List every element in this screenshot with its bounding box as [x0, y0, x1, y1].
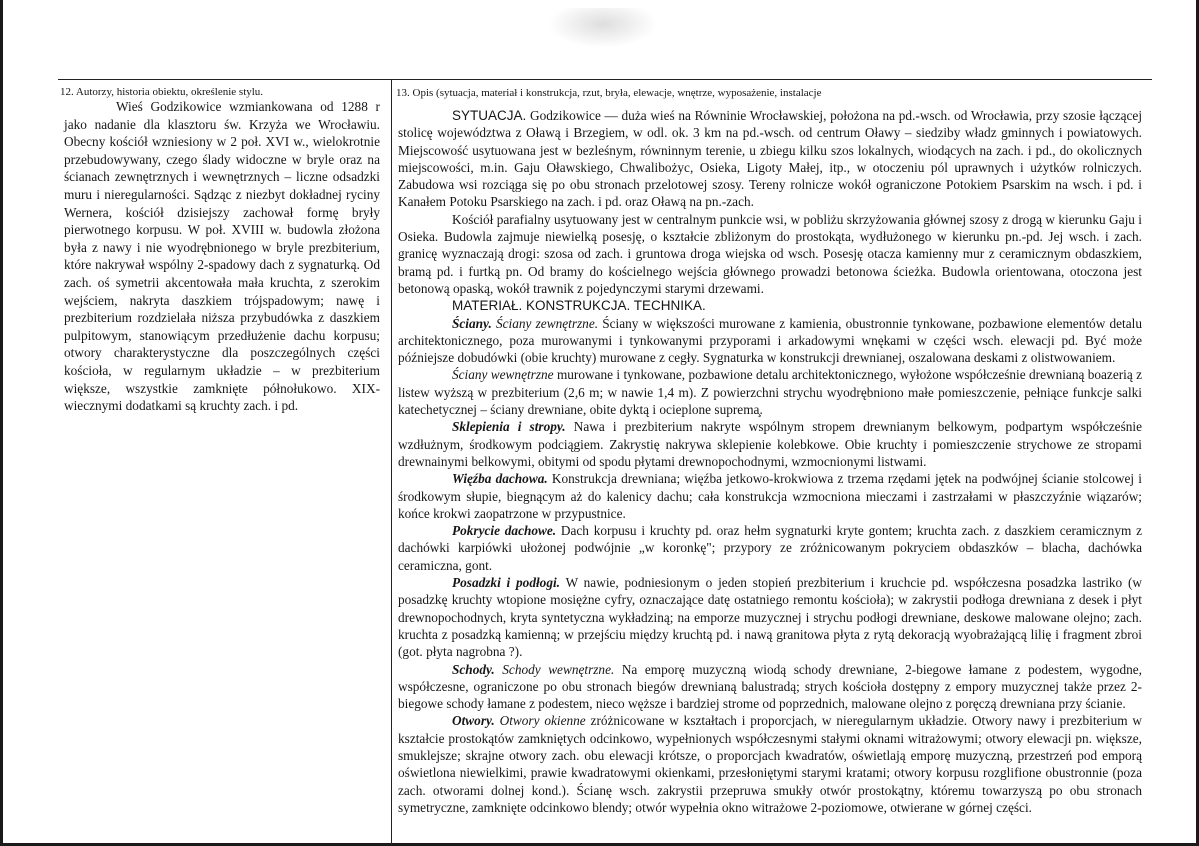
- walls-heading: Ściany.: [452, 315, 492, 331]
- stairs-text: Na emporę muzyczną wiodą schody drewniane, 2-biegowe łamane z podestem, wygodne, współczesne, ograniczone po obu stronach biegów drewnianą balustradą; strych kościoła dostępny z empory muzycznej także przez 2-biegowe schody łamane z podestem, nieco węższe i bardziej strome od poprzednich, malowane olejno z poręczą drewniana przy ścianie.: [398, 661, 1142, 712]
- openings-paragraph: [398, 712, 1142, 816]
- section-12-label: 12. Autorzy, historia obiektu, określenie stylu.: [60, 86, 264, 98]
- column-divider: [391, 80, 392, 846]
- walls-int-paragraph: [398, 366, 1142, 418]
- truss-heading: Więźba dachowa.: [452, 471, 548, 487]
- openings-text: zróżnicowane w kształtach i proporcjach, w nieregularnym układzie. Otwory nawy i prezbiterium w kształcie prostokątów zamkniętych odcinkowo, wypełnionych współczesnymi stałymi oknami witrażowymi; otwory elewacji pn. większe, smuklejsze; skrajne otwory zach. obu elewacji krótsze, o proporcjach kwadratów, oświetlają emporę muzyczną, przestrzeń pod emporą oświetlona niewielkimi, prawie kwadratowymi okienkami, przesłoniętymi starymi kratami; otwory korpusu rozglifione obustronnie (poza zach. otworami dolnej kond.). Ścianę wsch. zakrystii przepruwa smukły otwór prostokątny, któremu towarzyszą po obu stronach symetryczne, zamknięte odcinkowo blendy; otwór wypełnia okno witrażowe 2-poziomowe, otwierane w górnej części.: [398, 713, 1143, 815]
- history-column: [64, 98, 380, 415]
- stairs-heading: Schody.: [452, 661, 495, 677]
- header-rule: [58, 79, 1152, 80]
- situation-text: Godzikowice — duża wieś na Równinie Wrocławskiej, położona na pd.-wsch. od Wrocławia, przy szosie łączącej stolicę województwa z Oławą i Brzegiem, w odl. ok. 3 km na pd.-wsch. od centrum Oławy – siedziby władz gminnych i powiatowych. Miejscowość usytuowana jest w bezleśnym, równinnym terenie, u zbiegu kilku szos lokalnych, wiodących na zach. i pd., do okolicznych miejscowości, m.in. Gaju Oławskiego, Chwalibożyc, Osieka, Ligoty Małej, itp., w otoczeniu pól uprawnych i użytków rolniczych. Zabudowa wsi rozciąga się po obu stronach przelotowej szosy. Tereny rolnicze wokół ograniczone Potokiem Psarskim na wsch. i pd. i Kanałem Potoku Psarskiego na zach. i pd. oraz Oławą na pn.-zach.: [398, 108, 1143, 210]
- material-heading: MATERIAŁ. KONSTRUKCJA. TECHNIKA.: [452, 298, 706, 314]
- walls-int-subheading: Ściany wewnętrzne: [452, 367, 554, 383]
- walls-ext-text: Ściany w większości murowane z kamienia, obustronnie tynkowane, pozbawione elementów detalu architektonicznego, poza murowanymi i tynkowanymi przyporami i arkadowymi wnękami w części wsch. elewacji pd. Być może późniejsze dobudówki (obie kruchty) murowane z cegły. Sygnaturka w konstrukcji drewnianej, oszalowana deskami z olistwowaniem.: [398, 315, 1142, 366]
- openings-subheading: Otwory okienne: [499, 713, 586, 729]
- truss-text: Konstrukcja drewniana; więźba jetkowo-krokwiowa z trzema rzędami jętek na podwójnej ścianie stolcowej i środkowym słupie, biegnącym aż do kalenicy dachu; cała konstrukcja wzmocniona mieczami i zastrzałami w płaszczyźnie wiązarów; końce krokwi zaopatrzone w przypustnice.: [398, 471, 1143, 521]
- church-text: Kościół parafialny usytuowany jest w centralnym punkcie wsi, w pobliżu skrzyżowania głównej szosy z drogą w kierunku Gaju i Osieka. Budowla zajmuje niewielką posesję, o kształcie zbliżonym do prostokąta, wydłużonego w kierunku pn.-pd. Jej wsch. i zach. granicę wyznaczają drogi: szosa od zach. i gruntowa droga wiejska od wsch. Posesję otacza kamienny mur z ceramicznym obdaszkiem, bramą pd. i furtką pn. Od bramy do kościelnego wejścia głównego prowadzi betonowa ścieżka. Budowla orientowana, otoczona jest betonową opaską, wokół trawnik z pojedynczymi starymi drzewami.: [398, 211, 1142, 296]
- floors-paragraph: [398, 574, 1142, 660]
- walls-ext-paragraph: [398, 315, 1142, 367]
- church-paragraph: [398, 211, 1142, 297]
- stairs-subheading: Schody wewnętrzne.: [502, 661, 615, 677]
- truss-paragraph: [398, 470, 1142, 522]
- vaults-paragraph: [398, 418, 1142, 470]
- description-column: [398, 107, 1142, 816]
- floors-text: W nawie, podniesionym o jeden stopień prezbiterium i kruchcie pd. współczesna posadzka lastriko (w posadzkę kruchty wtopione mosiężne cyfry, oznaczające datę ostatniego remontu kościoła); w zakrystii podłoga drewniana z desek i płyt drewnopochodnych, kryta syntetyczna wykładziną; na emporze muzycznej i strychu podłogi drewniane, deskowe malowane olejno; zach. kruchta z posadzką kamienną; w przejściu między kruchtą pd. i nawą granitowa płyta z rytą dekoracją wyobrażającą lilię i fragment zbroi (got. płyta nagrobna ?).: [398, 575, 1143, 660]
- section-13-label: 13. Opis (sytuacja, materiał i konstrukcja, rzut, bryła, elewacje, wnętrze, wyposażenie, instalacje: [396, 87, 822, 99]
- history-paragraph: Wieś Godzikowice wzmiankowana od 1288 r jako nadanie dla klasztoru św. Krzyża we Wrocławiu. Obecny kościół wzniesiony w 2 poł. XVI w., wielokrotnie przebudowywany, czego ślady widoczne w bryle oraz na ścianach zewnętrznych i wewnętrznych – liczne odsadzki muru i nieregularności. Sądząc z niezbyt dokładnej ryciny Wernera, kościół dzisiejszy zachował formę bryły pierwotnego korpusu. W poł. XVIII w. budowla złożona była z nawy i nie wyodrębnionego w bryle prezbiterium, które nakrywał wspólny 2-spadowy dach z sygnaturką. Od zach. oś symetrii akcentowała mała kruchta, z szerokim wejściem, nakryta daszkiem trójspadowym; nawę i prezbiterium rozdzielała niższa przybudówka z daszkiem pulpitowym, stanowiącym przedłużenie dachu korpusu; otwory charakterystyczne dla poszczególnych części kościoła, w regularnym układzie – w prezbiterium większe, wszystkie zamknięte półnołukowo. XIX-wiecznymi dodatkami są kruchty zach. i pd.: [64, 99, 380, 414]
- situation-heading: SYTUACJA.: [452, 108, 527, 123]
- roof-heading: Pokrycie dachowe.: [452, 523, 557, 539]
- situation-paragraph: [398, 107, 1142, 211]
- stairs-paragraph: [398, 661, 1142, 713]
- vaults-heading: Sklepienia i stropy.: [452, 419, 566, 435]
- openings-heading: Otwory.: [452, 713, 495, 729]
- roof-text: Dach korpusu i kruchty pd. oraz hełm sygnaturki kryte gontem; kruchta zach. z daszkiem ceramicznym z dachówki karpiówki ułożonej podwójnie „w koronkę"; przypory ze zróżnicowanym pokryciem obdaszków – blacha, dachówka ceramiczna, gont.: [398, 523, 1142, 573]
- scan-smudge: [548, 8, 658, 48]
- floors-heading: Posadzki i podłogi.: [452, 575, 560, 591]
- walls-ext-subheading: Ściany zewnętrzne.: [495, 315, 599, 331]
- walls-int-text: murowane i tynkowane, pozbawione detalu architektonicznego, wyłożone współcześnie drewnianą boazerią z listew wyższą w prezbiterium (2,6 m; w nawie 1,4 m). Z powierzchni strychu wyodrębniono małe pomieszczenie, pełniące funkcje salki katechetycznej – ściany drewniane, obite dyktą i ocieplone suprema̧.: [398, 367, 1142, 418]
- vaults-text: Nawa i prezbiterium nakryte wspólnym stropem drewnianym belkowym, podpartym współcześnie wzdłużnym, środkowym podciągiem. Zakrystię nakrywa sklepienie kolebkowe. Obie kruchty i pomieszczenie strychowe ze stropami drewnainymi belkowymi, obitymi od spodu płytami drewnopochodnymi, wzmocnionymi listwami.: [398, 419, 1142, 469]
- roof-paragraph: [398, 522, 1142, 574]
- material-paragraph: [398, 297, 1142, 314]
